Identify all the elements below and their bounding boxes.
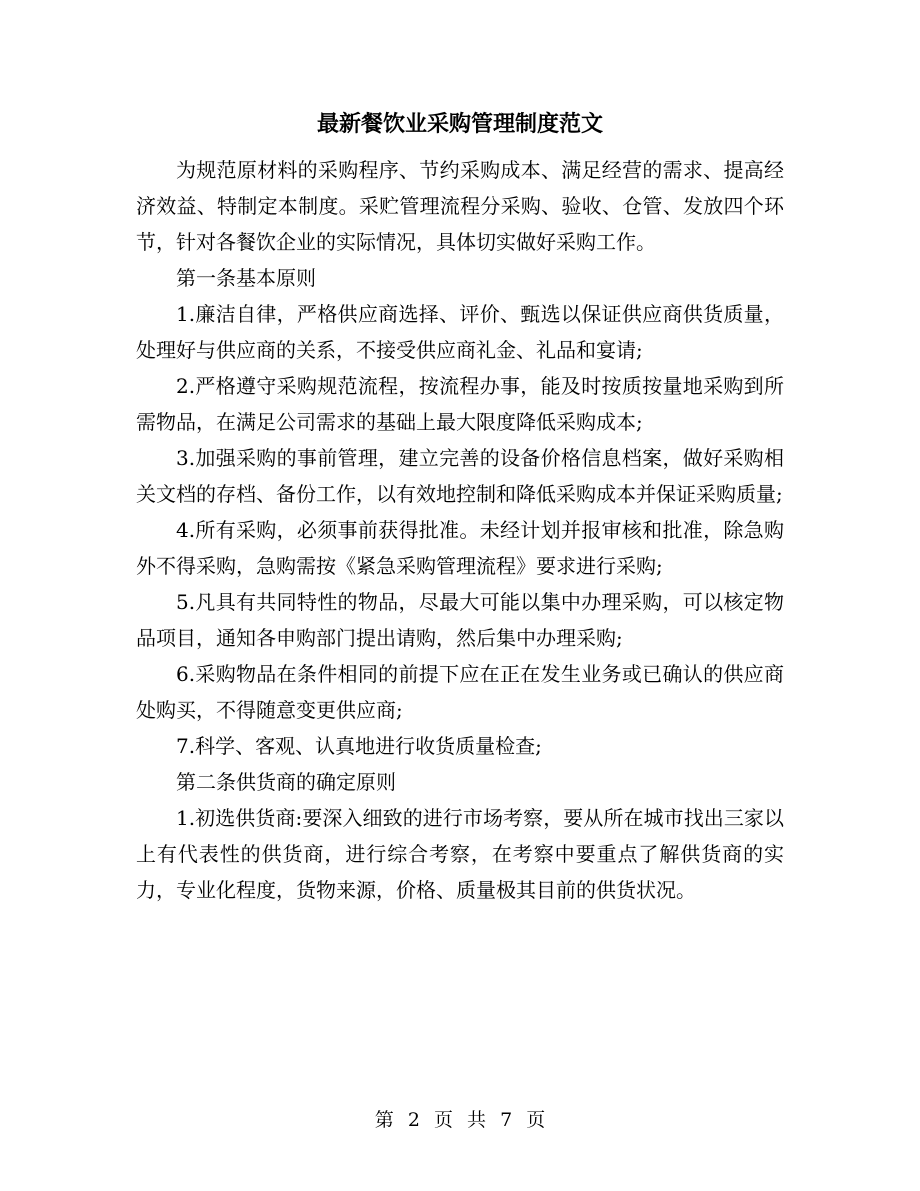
footer-current-page: 2: [407, 1109, 420, 1131]
footer-page-word: 页: [433, 1109, 453, 1131]
paragraph-principle-1: 1.廉洁自律，严格供应商选择、评价、甄选以保证供应商供货质量，处理好与供应商的关系，不接受供应商礼金、礼品和宴请;: [136, 302, 784, 362]
paragraph-principle-4: 4.所有采购，必须事前获得批准。未经计划并报审核和批准，除急购外不得采购，急购需按《紧急采购管理流程》要求进行采购;: [136, 518, 784, 578]
paragraph-principle-7: 7.科学、客观、认真地进行收货质量检查;: [176, 734, 542, 758]
paragraph-principle-6: 6.采购物品在条件相同的前提下应在正在发生业务或已确认的供应商处购买，不得随意变更供应商;: [136, 662, 784, 722]
paragraph-supplier-1: 1.初选供货商:要深入细致的进行市场考察，要从所在城市找出三家以上有代表性的供货商，进行综合考察，在考察中要重点了解供货商的实力，专业化程度，货物来源，价格、质量极其目前的供货状况。: [136, 806, 784, 902]
paragraph-principle-5: 5.凡具有共同特性的物品，尽最大可能以集中办理采购，可以核定物品项目，通知各申购部门提出请购，然后集中办理采购;: [136, 590, 784, 650]
document-body: [136, 152, 784, 908]
footer-total-pages: 7: [500, 1109, 513, 1131]
page-footer: [0, 1106, 920, 1134]
section-heading-supplier-principles: 第二条供货商的确定原则: [176, 770, 396, 794]
footer-total-suffix: 页: [526, 1109, 546, 1131]
paragraph-intro: 为规范原材料的采购程序、节约采购成本、满足经营的需求、提高经济效益、特制定本制度。采贮管理流程分采购、验收、仓管、发放四个环节，针对各餐饮企业的实际情况，具体切实做好采购工作。: [136, 158, 784, 254]
paragraph-principle-3: 3.加强采购的事前管理，建立完善的设备价格信息档案，做好采购相关文档的存档、备份工作，以有效地控制和降低采购成本并保证采购质量;: [136, 446, 784, 506]
section-heading-basic-principles: 第一条基本原则: [176, 266, 316, 290]
paragraph-principle-2: 2.严格遵守采购规范流程，按流程办事，能及时按质按量地采购到所需物品，在满足公司需求的基础上最大限度降低采购成本;: [136, 374, 784, 434]
document-title: 最新餐饮业采购管理制度范文: [316, 111, 603, 137]
footer-prefix: 第: [374, 1109, 394, 1131]
footer-total-prefix: 共: [467, 1109, 487, 1131]
